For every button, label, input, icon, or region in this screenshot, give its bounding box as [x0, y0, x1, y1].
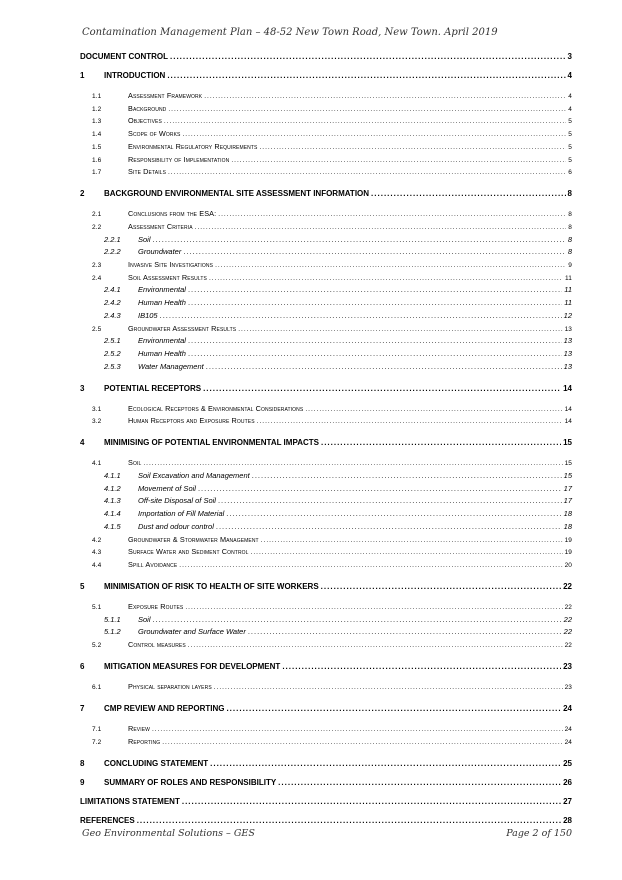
toc-entry-page: 13: [563, 348, 572, 358]
toc-entry[interactable]: [80, 298, 572, 309]
toc-entry-title: Environmental Regulatory Requirements: [128, 141, 258, 151]
toc-entry[interactable]: [80, 471, 572, 482]
toc-entry-page: 24: [564, 738, 572, 746]
toc-entry-title: Importation of Fill Material: [138, 509, 225, 519]
toc-entry-page: 18: [563, 521, 572, 531]
toc-entry-number: 2.5.3: [104, 361, 121, 371]
toc-entry[interactable]: [80, 336, 572, 347]
toc-entry-title: Environmental: [138, 336, 186, 346]
toc-entry[interactable]: [80, 560, 572, 571]
toc-entry-page: 8: [568, 211, 572, 219]
toc-entry[interactable]: [80, 662, 572, 675]
dot-leader: [282, 662, 561, 671]
toc-entry[interactable]: [80, 71, 572, 84]
toc-entry[interactable]: [80, 509, 572, 520]
toc-entry-title: CONCLUDING STATEMENT: [104, 758, 209, 768]
toc-entry-number: 1.1: [92, 93, 102, 100]
toc-entry-title: Groundwater: [138, 247, 182, 257]
running-header: Contamination Management Plan – 48-52 New Town Road, New Town. April 2019: [82, 27, 498, 38]
dot-leader: [195, 224, 567, 231]
toc-entry-title: LIMITATIONS STATEMENT: [80, 796, 180, 806]
dot-leader: [251, 549, 563, 556]
toc-entry-page: 13: [564, 325, 572, 333]
toc-entry[interactable]: [80, 91, 572, 102]
dot-leader: [183, 131, 567, 138]
toc-entry-title: Responsibility of Implementation: [128, 154, 230, 164]
toc-entry-page: 25: [563, 758, 572, 768]
toc-entry-title: Objectives: [128, 116, 162, 126]
toc-entry-page: 8: [568, 223, 572, 231]
toc-entry-page: 22: [563, 614, 572, 624]
page-number: Page 2 of 150: [506, 828, 572, 839]
toc-entry-page: 22: [564, 642, 572, 649]
toc-entry-title: MINIMISATION OF RISK TO HEALTH OF SITE WORKERS: [104, 581, 319, 591]
toc-entry-page: 28: [563, 815, 572, 825]
toc-entry-title: DOCUMENT CONTROL: [80, 52, 168, 61]
toc-entry-page: 26: [563, 777, 572, 787]
toc-entry-number: 2.2.1: [104, 234, 121, 244]
toc-entry-page: 17: [563, 496, 572, 506]
toc-entry-number: 5: [80, 581, 85, 591]
toc-entry[interactable]: [80, 349, 572, 360]
dot-leader: [203, 384, 561, 393]
toc-entry[interactable]: [80, 535, 572, 546]
dot-leader: [206, 362, 562, 371]
toc-entry-page: 14: [563, 383, 572, 393]
toc-entry-page: 5: [568, 143, 572, 151]
dot-leader: [188, 336, 562, 345]
dot-leader: [153, 615, 562, 624]
dot-leader: [137, 816, 561, 825]
toc-entry-number: 2.5: [92, 325, 102, 333]
toc-entry-page: 8: [567, 234, 572, 244]
dot-leader: [188, 285, 562, 294]
toc-entry[interactable]: [80, 640, 572, 651]
toc-entry[interactable]: [80, 235, 572, 246]
toc-entry[interactable]: [80, 324, 572, 335]
toc-entry-title: Soil Assessment Results: [128, 272, 207, 282]
dot-leader: [188, 642, 563, 649]
toc-entry-page: 15: [563, 471, 572, 480]
toc-entry-page: 13: [563, 336, 572, 346]
dot-leader: [168, 106, 566, 113]
toc-entry-page: 11: [564, 285, 572, 295]
toc-entry-title: Background: [128, 103, 167, 113]
toc-entry-number: 2.4: [92, 274, 102, 282]
toc-entry[interactable]: [80, 285, 572, 296]
toc-entry-number: 8: [80, 758, 85, 768]
dot-leader: [162, 739, 562, 746]
toc-entry-page: 3: [567, 52, 572, 61]
toc-entry-number: 4.2: [92, 536, 102, 544]
toc-entry-number: 3.1: [92, 405, 102, 413]
toc-entry-page: 9: [568, 262, 572, 269]
toc-entry-title: Soil: [128, 458, 142, 468]
dot-leader: [321, 438, 561, 447]
toc-entry-page: 24: [564, 726, 572, 733]
toc-entry-number: 2: [80, 189, 85, 199]
dot-leader: [152, 726, 563, 733]
toc-entry-title: IB105: [138, 310, 158, 320]
toc-entry-number: 6: [80, 662, 85, 671]
dot-leader: [168, 169, 566, 176]
dot-leader: [248, 627, 562, 636]
toc-entry[interactable]: [80, 602, 572, 613]
toc-entry-page: 19: [564, 549, 572, 557]
toc-entry-number: 7.1: [92, 726, 102, 733]
toc-entry[interactable]: [80, 724, 572, 735]
toc-entry-number: 5.1: [92, 603, 102, 611]
toc-entry-title: Invasive Site Investigations: [128, 260, 214, 269]
dot-leader: [209, 275, 563, 282]
toc-entry-page: 22: [564, 603, 572, 611]
toc-entry-title: Assessment Framework: [128, 91, 203, 100]
toc-entry[interactable]: [80, 737, 572, 748]
toc-entry-page: 22: [563, 581, 572, 591]
toc-entry-page: 23: [564, 684, 572, 691]
toc-entry-number: 5.1.1: [104, 614, 121, 624]
toc-entry-title: Soil: [138, 614, 151, 624]
dot-leader: [210, 759, 561, 768]
toc-entry-page: 12: [563, 310, 572, 320]
toc-entry[interactable]: [80, 384, 572, 397]
toc-entry[interactable]: [80, 778, 572, 791]
toc-entry[interactable]: [80, 362, 572, 373]
toc-entry[interactable]: [80, 704, 572, 717]
toc-entry-page: 4: [567, 71, 572, 80]
toc-entry-title: Human Health: [138, 298, 186, 308]
toc-entry[interactable]: [80, 104, 572, 115]
toc-entry-title: Scope of Works: [128, 129, 181, 139]
dot-leader: [226, 509, 561, 518]
dot-leader: [216, 522, 562, 531]
toc-entry-number: 2.4.2: [104, 298, 121, 308]
dot-leader: [214, 684, 563, 691]
toc-entry-page: 11: [565, 274, 572, 282]
dot-leader: [182, 797, 561, 806]
toc-entry[interactable]: [80, 129, 572, 140]
toc-entry-title: Spill Avoidance: [128, 559, 178, 569]
toc-entry-page: 18: [563, 509, 572, 519]
toc-entry[interactable]: [80, 189, 572, 202]
toc-entry-number: 1.3: [92, 118, 102, 126]
toc-entry-title: BACKGROUND ENVIRONMENTAL SITE ASSESSMENT INFORMATION: [104, 189, 370, 199]
dot-leader: [153, 235, 566, 244]
dot-leader: [204, 93, 566, 100]
toc-entry-title: POTENTIAL RECEPTORS: [104, 383, 202, 393]
toc-entry-title: Groundwater and Surface Water: [138, 627, 246, 637]
toc-entry-page: 24: [563, 704, 572, 713]
toc-entry-page: 5: [568, 131, 572, 139]
toc-entry-page: 6: [568, 169, 572, 177]
toc-entry-page: 23: [563, 662, 572, 671]
dot-leader: [257, 418, 563, 425]
toc-entry-title: Site Details: [128, 167, 166, 177]
dot-leader: [185, 604, 562, 611]
toc-entry-number: 4.1.5: [104, 521, 121, 531]
dot-leader: [183, 247, 565, 256]
toc-entry-number: 2.1: [92, 211, 102, 219]
toc-entry-number: 9: [80, 777, 85, 787]
toc-entry[interactable]: [80, 627, 572, 638]
toc-entry-number: 4.1.3: [104, 496, 121, 506]
toc-entry-title: Soil: [138, 234, 151, 244]
dot-leader: [167, 71, 565, 80]
toc-entry-page: 5: [568, 156, 572, 164]
toc-entry-title: Ecological Receptors & Environmental Considerations: [128, 403, 304, 413]
toc-entry-title: Dust and odour control: [138, 521, 214, 531]
toc-entry[interactable]: [80, 142, 572, 153]
toc-entry-page: 27: [563, 796, 572, 806]
dot-leader: [252, 471, 562, 480]
toc-entry-number: 4.1.2: [104, 483, 121, 493]
dot-leader: [198, 484, 562, 493]
toc-entry[interactable]: [80, 116, 572, 127]
toc-entry-page: 22: [563, 627, 572, 637]
toc-entry-page: 15: [563, 438, 572, 448]
toc-entry-page: 14: [564, 418, 572, 426]
dot-leader: [305, 406, 562, 413]
toc-entry-title: Groundwater Assessment Results: [128, 323, 237, 333]
toc-entry-page: 8: [567, 189, 572, 199]
toc-entry[interactable]: [80, 273, 572, 284]
toc-entry[interactable]: [80, 582, 572, 595]
toc-entry-title: MINIMISING OF POTENTIAL ENVIRONMENTAL IMPACTS: [104, 438, 319, 448]
running-footer: [82, 828, 572, 839]
dot-leader: [218, 211, 566, 218]
toc-entry-number: 3.2: [92, 418, 102, 426]
dot-leader: [218, 496, 562, 505]
toc-entry-page: 11: [564, 298, 572, 308]
toc-entry-title: Physical separation layers: [128, 682, 212, 691]
dot-leader: [170, 52, 566, 61]
toc-entry-number: 4.3: [92, 549, 102, 557]
toc-entry-number: 2.2: [92, 223, 102, 231]
toc-entry-title: Review: [128, 724, 150, 733]
toc-entry-number: 4.1: [92, 460, 102, 468]
dot-leader: [259, 144, 566, 151]
toc-entry-title: Soil Excavation and Management: [138, 471, 250, 480]
toc-entry-title: CMP REVIEW AND REPORTING: [104, 704, 225, 713]
dot-leader: [278, 778, 561, 787]
toc-entry[interactable]: [80, 682, 572, 693]
toc-entry[interactable]: [80, 311, 572, 322]
toc-entry[interactable]: [80, 52, 572, 65]
toc-entry[interactable]: [80, 438, 572, 451]
toc-entry[interactable]: [80, 155, 572, 166]
toc-entry-number: 2.2.2: [104, 247, 121, 257]
dot-leader: [160, 311, 562, 320]
dot-leader: [371, 189, 566, 198]
toc-entry-number: 2.3: [92, 262, 102, 269]
toc-entry-title: Reporting: [128, 736, 161, 746]
toc-entry-number: 1.6: [92, 156, 102, 164]
toc-entry[interactable]: [80, 222, 572, 233]
toc-entry-title: Control measures: [128, 640, 186, 649]
toc-entry-page: 4: [568, 93, 572, 100]
toc-entry-number: 1.5: [92, 143, 102, 151]
toc-entry-number: 5.2: [92, 642, 102, 649]
toc-entry[interactable]: [80, 458, 572, 469]
toc-entry-number: 1.4: [92, 131, 102, 139]
toc-entry-title: REFERENCES: [80, 815, 135, 825]
toc-entry[interactable]: [80, 759, 572, 772]
toc-entry-number: 2.5.2: [104, 348, 121, 358]
toc-entry[interactable]: [80, 260, 572, 271]
toc-entry-number: 4: [80, 438, 85, 448]
toc-entry[interactable]: [80, 247, 572, 258]
toc-entry-page: 20: [564, 561, 572, 569]
toc-entry-page: 15: [564, 460, 572, 468]
toc-entry-title: Exposure Routes: [128, 601, 184, 611]
toc-entry[interactable]: [80, 209, 572, 220]
toc-entry-page: 17: [563, 483, 572, 493]
toc-entry-number: 4.4: [92, 561, 102, 569]
toc-entry-title: INTRODUCTION: [104, 71, 166, 80]
toc-entry-number: 4.1.4: [104, 509, 121, 519]
toc-entry-number: 3: [80, 383, 85, 393]
toc-entry-page: 14: [564, 405, 572, 413]
toc-entry[interactable]: [80, 547, 572, 558]
toc-entry-title: Off-site Disposal of Soil: [138, 496, 216, 506]
dot-leader: [164, 118, 566, 125]
toc-entry-page: 19: [564, 536, 572, 544]
toc-entry-title: MITIGATION MEASURES FOR DEVELOPMENT: [104, 662, 281, 671]
toc-entry-title: Environmental: [138, 285, 186, 295]
toc-entry-title: Movement of Soil: [138, 483, 196, 493]
dot-leader: [179, 562, 562, 569]
toc-entry[interactable]: [80, 797, 572, 810]
toc-entry[interactable]: [80, 615, 572, 626]
toc-entry[interactable]: [80, 496, 572, 507]
toc-entry-page: 13: [563, 361, 572, 371]
dot-leader: [188, 349, 562, 358]
toc-entry-page: 8: [567, 247, 572, 257]
toc-entry-number: 2.5.1: [104, 336, 121, 346]
toc-entry-number: 1.2: [92, 105, 102, 113]
toc-entry[interactable]: [80, 484, 572, 495]
toc-entry-number: 1: [80, 71, 85, 80]
toc-entry-number: 2.4.1: [104, 285, 121, 295]
toc-entry-title: Assessment Criteria: [128, 221, 193, 231]
toc-entry-number: 5.1.2: [104, 627, 121, 637]
toc-entry-title: SUMMARY OF ROLES AND RESPONSIBILITY: [104, 777, 277, 787]
toc-entry-number: 2.4.3: [104, 310, 121, 320]
toc-entry-title: Surface Water and Sediment Control: [128, 547, 249, 557]
dot-leader: [321, 582, 561, 591]
toc-entry-title: Water Management: [138, 361, 204, 371]
dot-leader: [215, 262, 566, 269]
toc-entry[interactable]: [80, 404, 572, 415]
dot-leader: [226, 704, 561, 713]
toc-entry-title: Human Health: [138, 348, 186, 358]
toc-entry[interactable]: [80, 522, 572, 533]
toc-entry-number: 1.7: [92, 169, 102, 177]
toc-entry[interactable]: [80, 816, 572, 829]
toc-entry-number: 7: [80, 704, 85, 713]
toc-entry-number: 4.1.1: [104, 471, 121, 480]
dot-leader: [188, 298, 562, 307]
toc-entry-page: 5: [568, 118, 572, 126]
toc-entry[interactable]: [80, 167, 572, 178]
toc-entry-number: 7.2: [92, 738, 102, 746]
dot-leader: [261, 537, 563, 544]
footer-company: Geo Environmental Solutions – GES: [82, 828, 255, 839]
dot-leader: [143, 460, 562, 467]
toc-entry-title: Conclusions from the ESA:: [128, 209, 217, 219]
toc-entry[interactable]: [80, 416, 572, 427]
dot-leader: [238, 326, 562, 333]
toc-entry-number: 6.1: [92, 684, 102, 691]
toc-entry-title: Human Receptors and Exposure Routes: [128, 416, 255, 426]
dot-leader: [231, 157, 566, 164]
toc-entry-page: 4: [568, 105, 572, 113]
toc-entry-title: Groundwater & Stormwater Management: [128, 534, 259, 544]
